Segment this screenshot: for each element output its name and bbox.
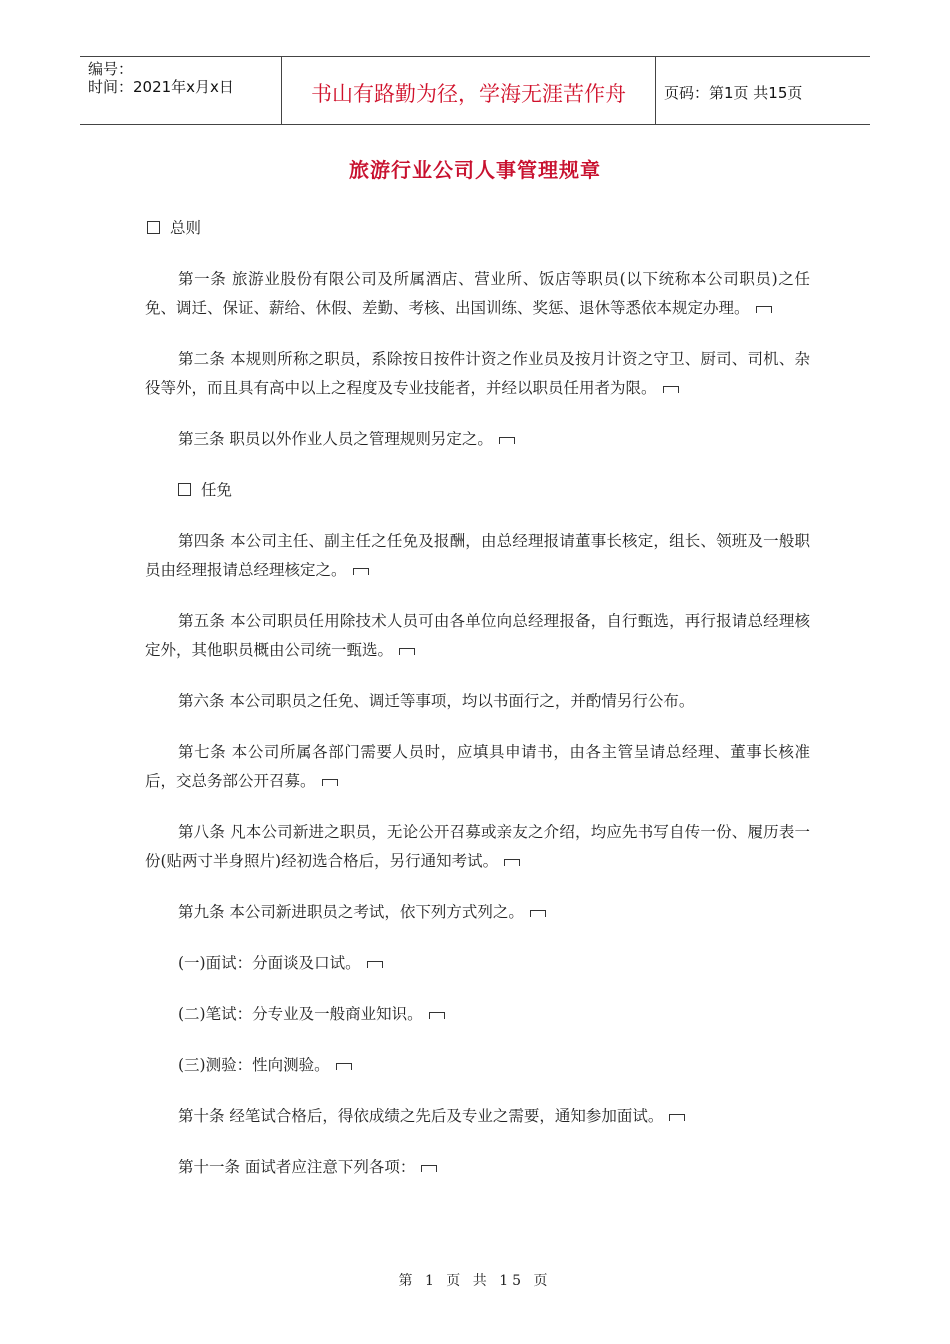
paragraph-mark-icon	[353, 568, 369, 575]
section-heading-appointment	[145, 476, 810, 505]
document-body	[145, 214, 810, 1204]
header-divider-2	[655, 56, 656, 125]
date-text: 时间：2021年x月x日	[88, 78, 234, 96]
header-page-info: 页码：第1页 共15页	[664, 84, 803, 102]
header-bottom-border	[80, 124, 870, 125]
article-9: 第九条 本公司新进职员之考试，依下列方式列之。	[145, 898, 810, 927]
paragraph-mark-icon	[756, 306, 772, 313]
page-footer: 第 1 页 共 15 页	[398, 1273, 552, 1289]
section-heading-general	[145, 214, 810, 243]
article-2: 第二条 本规则所称之职员，系除按日按件计资之作业员及按月计资之守卫、厨司、司机、杂役等外，而且具有高中以上之程度及专业技能者，并经以职员任用者为限。	[145, 350, 810, 397]
article-4: 第四条 本公司主任、副主任之任免及报酬，由总经理报请董事长核定，组长、领班及一般职员由经理报请总经理核定之。	[145, 532, 810, 579]
article-5: 第五条 本公司职员任用除技术人员可由各单位向总经理报备，自行甄选，再行报请总经理核定外，其他职员概由公司统一甄选。	[145, 612, 810, 659]
item-1: (一)面试：分面谈及口试。	[145, 949, 810, 978]
section-label: 任免	[201, 481, 233, 499]
paragraph-mark-icon	[399, 648, 415, 655]
serial-number-label: 编号：	[88, 60, 134, 78]
paragraph-mark-icon	[663, 386, 679, 393]
article-3: 第三条 职员以外作业人员之管理规则另定之。	[145, 425, 810, 454]
paragraph-mark-icon	[336, 1063, 352, 1070]
article-1: 第一条 旅游业股份有限公司及所属酒店、营业所、饭店等职员(以下统称本公司职员)之任免、调迁、保证、薪给、休假、差勤、考核、出国训练、奖惩、退休等悉依本规定办理。	[145, 270, 810, 317]
paragraph-mark-icon	[429, 1012, 445, 1019]
paragraph-mark-icon	[504, 859, 520, 866]
paragraph-mark-icon	[367, 961, 383, 968]
paragraph-mark-icon	[669, 1114, 685, 1121]
checkbox-icon	[178, 483, 191, 496]
article-8: 第八条 凡本公司新进之职员，无论公开召募或亲友之介绍，均应先书写自传一份、履历表一份(贴两寸半身照片)经初选合格后，另行通知考试。	[145, 823, 810, 870]
header-motto: 书山有路勤为径，学海无涯苦作舟	[311, 82, 626, 106]
item-3: (三)测验：性向测验。	[145, 1051, 810, 1080]
section-label: 总则	[170, 219, 202, 237]
article-10: 第十条 经笔试合格后，得依成绩之先后及专业之需要，通知参加面试。	[145, 1102, 810, 1131]
article-11: 第十一条 面试者应注意下列各项：	[145, 1153, 810, 1182]
header-top-border	[80, 56, 870, 57]
header-meta	[88, 60, 234, 96]
paragraph-mark-icon	[499, 437, 515, 444]
article-7: 第七条 本公司所属各部门需要人员时，应填具申请书，由各主管呈请总经理、董事长核准后，交总务部公开召募。	[145, 743, 810, 790]
paragraph-mark-icon	[421, 1165, 437, 1172]
checkbox-icon	[147, 221, 160, 234]
paragraph-mark-icon	[322, 779, 338, 786]
document-title: 旅游行业公司人事管理规章	[349, 158, 601, 182]
item-2: (二)笔试：分专业及一般商业知识。	[145, 1000, 810, 1029]
paragraph-mark-icon	[530, 910, 546, 917]
article-6: 第六条 本公司职员之任免、调迁等事项，均以书面行之，并酌情另行公布。	[178, 692, 695, 710]
